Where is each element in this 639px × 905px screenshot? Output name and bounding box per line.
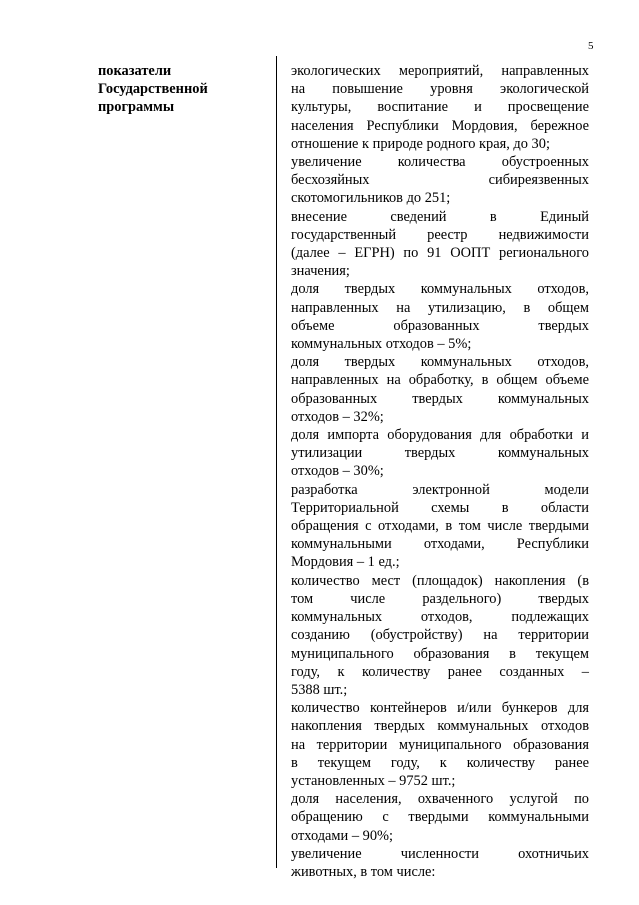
indicator-line: доля импорта оборудования для обработки и	[291, 427, 589, 444]
indicator-item	[291, 153, 589, 208]
indicator-line: экологических мероприятий, направленных	[291, 63, 589, 79]
indicator-item	[291, 426, 589, 481]
indicator-line: в текущем году, к количеству ранее	[291, 754, 589, 771]
indicator-line: объеме образованных твердых	[291, 317, 589, 334]
indicator-line: культуры, воспитание и просвещение	[291, 99, 589, 116]
indicator-line: установленных – 9752 шт.;	[291, 772, 456, 789]
indicator-line: накопления твердых коммунальных отходов	[291, 718, 589, 735]
indicator-item	[291, 572, 589, 699]
indicator-line: коммунальными отходами, Республики	[291, 536, 589, 553]
indicator-line: коммунальных отходов – 5%;	[291, 336, 472, 353]
page-number: 5	[588, 40, 594, 52]
indicator-item	[291, 208, 589, 281]
heading-line: Государственной	[98, 81, 208, 98]
indicator-line: доля твердых коммунальных отходов,	[291, 354, 589, 371]
indicator-item	[291, 280, 589, 353]
indicator-line: значения;	[291, 263, 350, 280]
column-divider	[276, 56, 277, 868]
indicator-line: доля населения, охваченного услугой по	[291, 791, 589, 808]
indicator-line: созданию (обустройству) на территории	[291, 627, 589, 644]
indicator-line: скотомогильников до 251;	[291, 190, 451, 207]
indicator-line: отходов – 30%;	[291, 463, 384, 480]
indicator-line: бесхозяйных сибиреязвенных	[291, 172, 589, 189]
indicator-item	[291, 845, 589, 881]
indicator-line: животных, в том числе:	[291, 863, 436, 880]
indicators-heading	[98, 62, 258, 117]
indicator-item	[291, 62, 589, 153]
indicator-line: 5388 шт.;	[291, 681, 348, 698]
indicator-line: муниципального образования в текущем	[291, 645, 589, 662]
indicator-line: Мордовия – 1 ед.;	[291, 554, 400, 571]
indicator-line: отходов – 32%;	[291, 408, 384, 425]
indicator-item	[291, 699, 589, 790]
indicator-line: направленных на обработку, в общем объеме	[291, 372, 589, 389]
indicator-line: государственный реестр недвижимости	[291, 226, 589, 243]
indicator-line: году, к количеству ранее созданных –	[291, 663, 589, 680]
indicator-line: том числе раздельного) твердых	[291, 590, 589, 607]
indicator-line: населения Республики Мордовия, бережное	[291, 117, 589, 134]
indicator-line: утилизации твердых коммунальных	[291, 445, 589, 462]
indicator-line: отношение к природе родного края, до 30;	[291, 135, 550, 152]
indicator-line: обращения с отходами, в том числе твердыми	[291, 518, 589, 535]
indicator-line: количество мест (площадок) накопления (в	[291, 572, 589, 589]
indicator-line: (далее – ЕГРН) по 91 ООПТ регионального	[291, 245, 589, 262]
heading-line: программы	[98, 99, 175, 116]
indicator-line: направленных на утилизацию, в общем	[291, 299, 589, 316]
indicator-line: образованных твердых коммунальных	[291, 390, 589, 407]
indicator-line: на территории муниципального образования	[291, 736, 589, 753]
indicator-item	[291, 353, 589, 426]
indicator-line: разработка электронной модели	[291, 481, 589, 498]
indicators-list	[291, 62, 589, 881]
indicator-item	[291, 790, 589, 845]
indicator-line: увеличение численности охотничьих	[291, 845, 589, 862]
heading-line: показатели	[98, 63, 172, 79]
indicator-line: Территориальной схемы в области	[291, 499, 589, 516]
indicator-item	[291, 481, 589, 572]
indicator-line: на повышение уровня экологической	[291, 81, 589, 98]
indicator-line: отходами – 90%;	[291, 827, 394, 844]
indicator-line: количество контейнеров и/или бункеров для	[291, 700, 589, 717]
indicator-line: обращению с твердыми коммунальными	[291, 809, 589, 826]
indicator-line: доля твердых коммунальных отходов,	[291, 281, 589, 298]
indicator-line: внесение сведений в Единый	[291, 208, 589, 225]
indicator-line: увеличение количества обустроенных	[291, 154, 589, 171]
indicator-line: коммунальных отходов, подлежащих	[291, 609, 589, 626]
